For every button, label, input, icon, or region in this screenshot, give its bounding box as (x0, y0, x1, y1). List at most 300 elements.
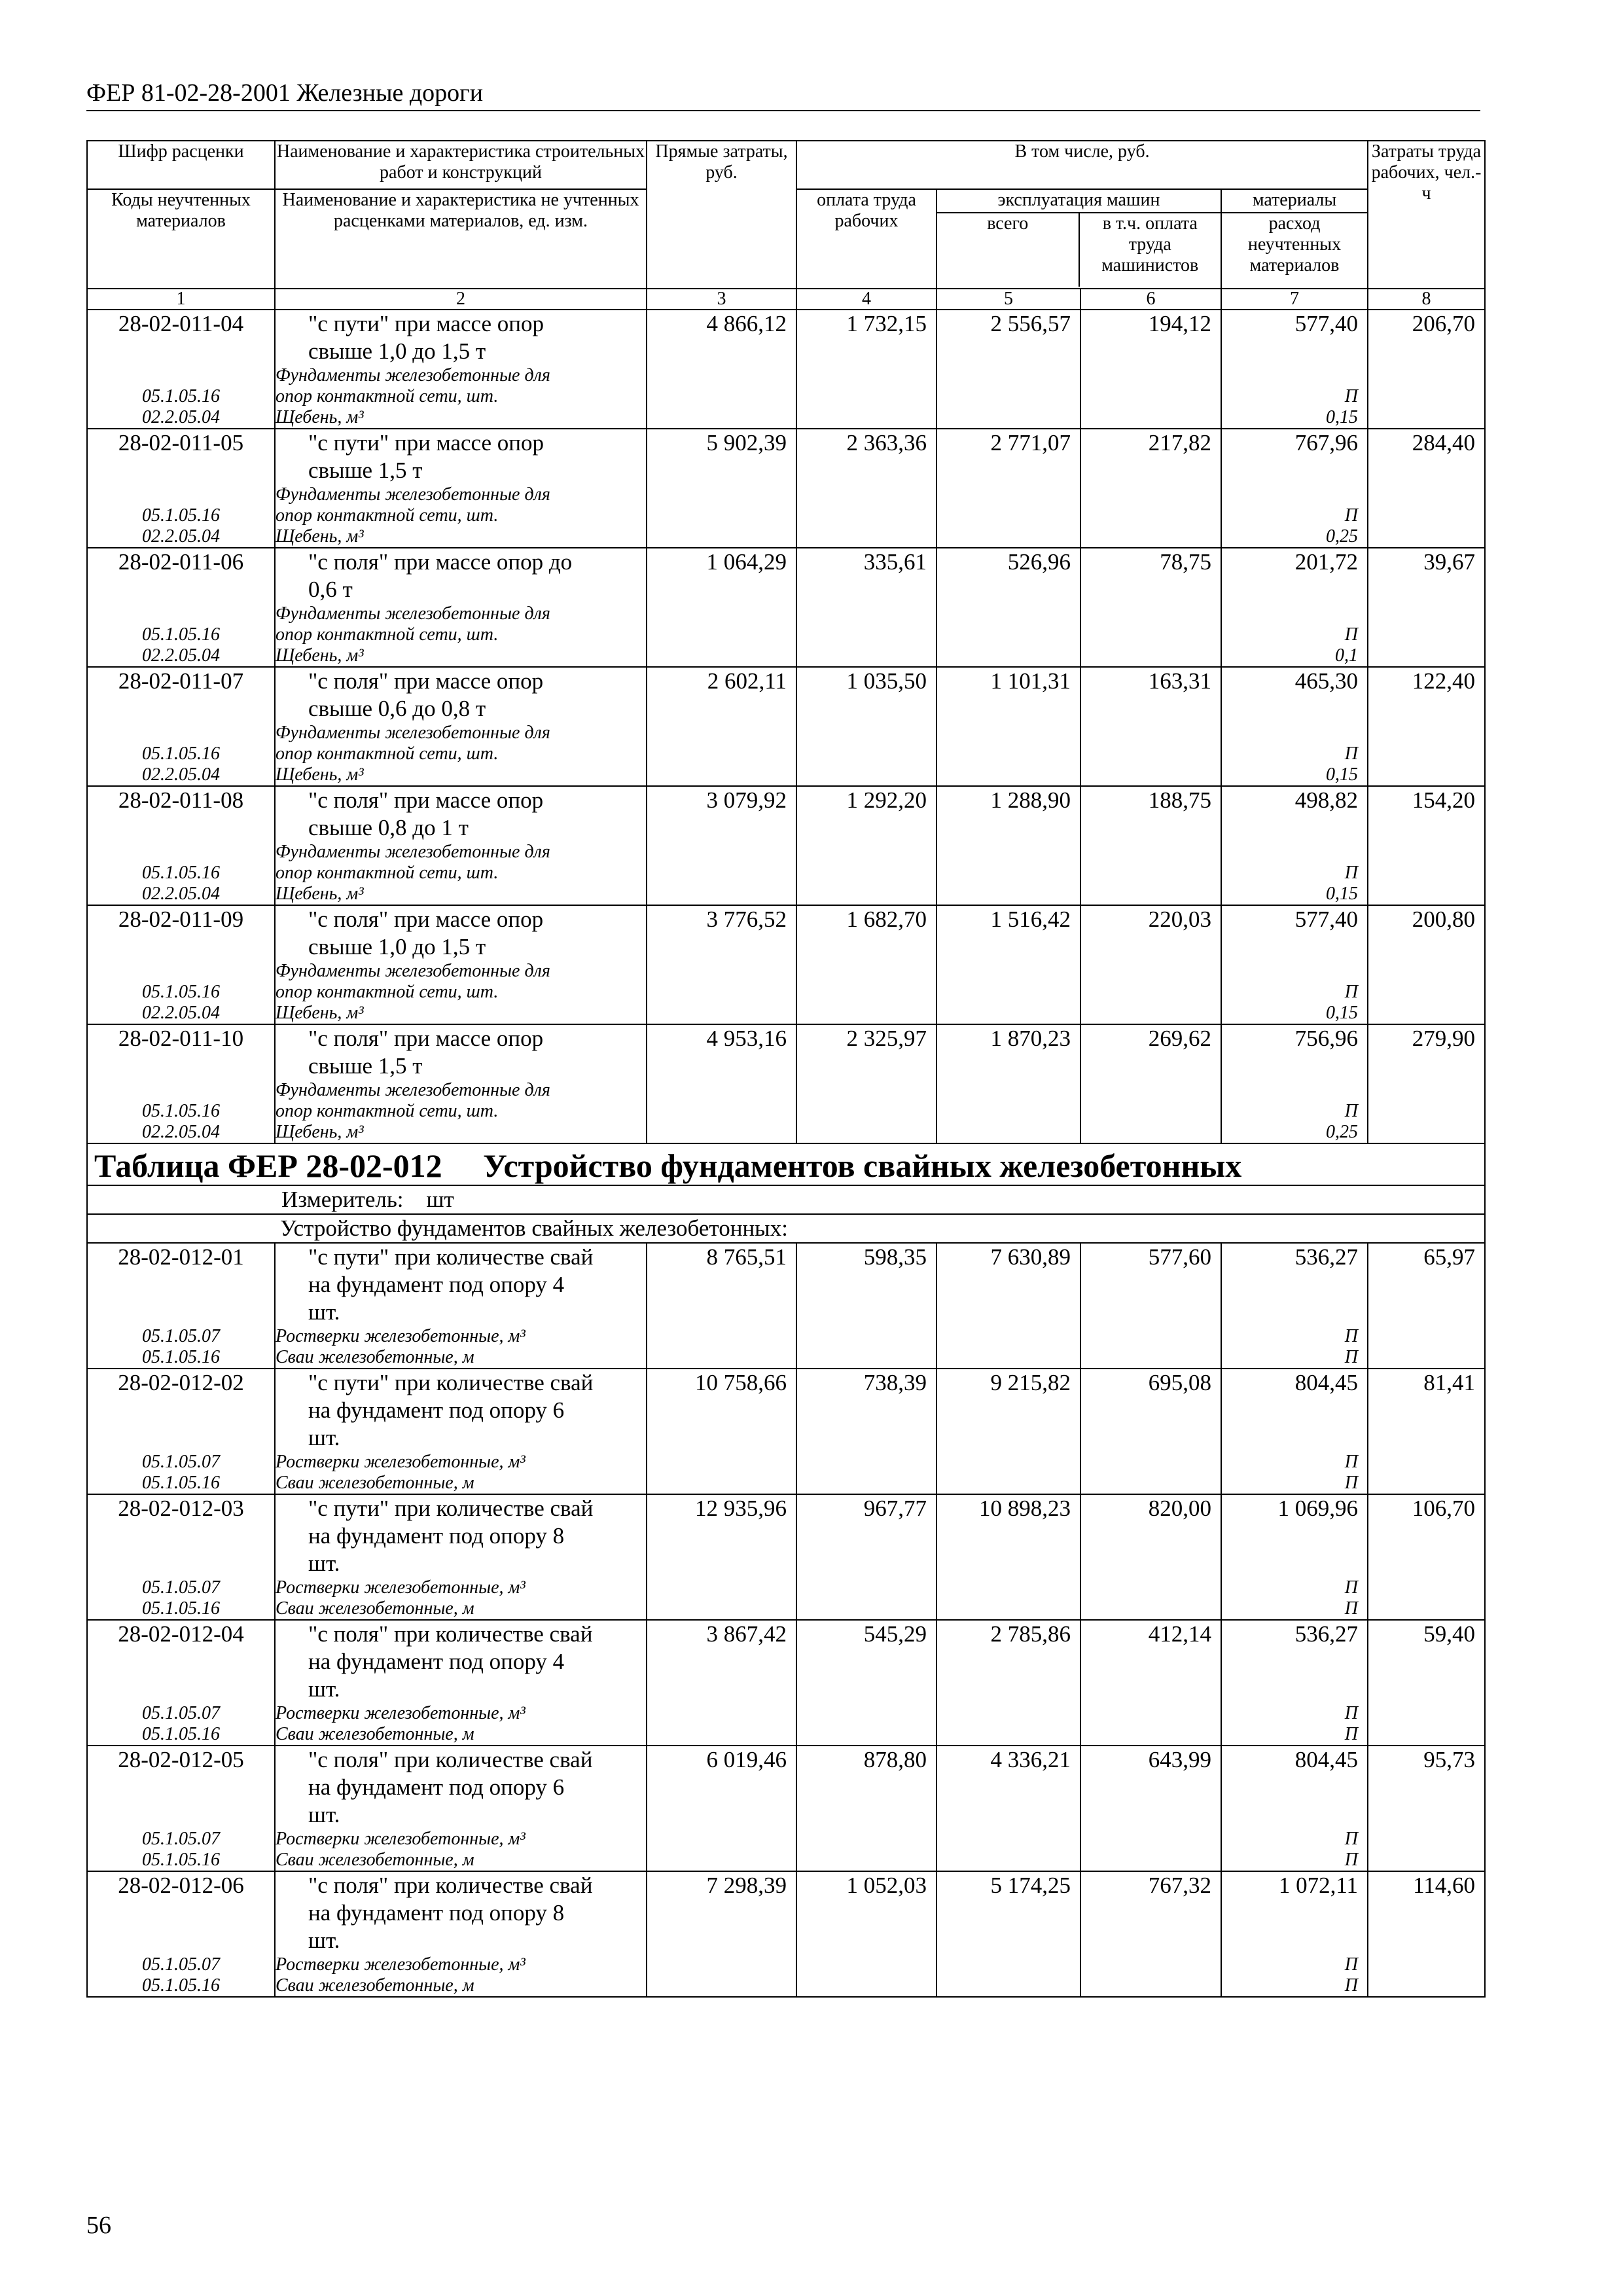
material-quantity: П (1344, 1598, 1359, 1619)
column-numbers-row (87, 289, 1485, 310)
material-name: опор контактной сети, шт. (276, 863, 499, 883)
material-name: Фундаменты железобетонные для (276, 1080, 550, 1100)
rate-code-cell (87, 1369, 275, 1494)
material-code: 05.1.05.16 (142, 386, 220, 406)
header-unaccounted-materials: расход неучтенных материалов (1247, 213, 1342, 276)
column-number: 2 (275, 289, 647, 310)
material-code: 02.2.05.04 (142, 1003, 220, 1023)
materials-value: 465,30 (1294, 668, 1359, 694)
labor-hours (1368, 1024, 1485, 1143)
rate-name-cell (275, 1369, 647, 1494)
labor-hours-value: 39,67 (1423, 549, 1476, 575)
machinist-pay (1080, 1746, 1221, 1871)
material-name: опор контактной сети, шт. (276, 1101, 499, 1121)
rate-name-cell (275, 429, 647, 548)
machines-total-value: 9 215,82 (990, 1370, 1071, 1395)
material-quantity: П (1344, 1452, 1359, 1472)
group-title-spacer (87, 1214, 275, 1243)
material-quantity: 0,25 (1326, 526, 1359, 547)
labor-pay (796, 429, 936, 548)
rate-name-line: шт. (308, 1928, 340, 1953)
materials-cost (1221, 1746, 1368, 1871)
spacer (1222, 1774, 1367, 1801)
labor-pay-value: 1 035,50 (846, 668, 927, 694)
labor-hours-value: 81,41 (1423, 1370, 1476, 1395)
material-name: опор контактной сети, шт. (276, 505, 499, 526)
measure-label: Измеритель: (281, 1187, 404, 1212)
labor-hours (1368, 1369, 1485, 1494)
machines-total-value: 1 870,23 (990, 1026, 1071, 1051)
direct-cost-value: 3 867,42 (706, 1621, 787, 1647)
spacer (88, 1648, 274, 1676)
rate-name-line: "с поля" при количестве свай (308, 1873, 593, 1898)
direct-cost (647, 1369, 796, 1494)
materials-value: 1 069,96 (1277, 1496, 1359, 1521)
materials-value: 1 072,11 (1278, 1873, 1359, 1898)
material-quantity: 0,1 (1335, 645, 1359, 666)
spacer (88, 1801, 274, 1829)
header-material-codes: Коды неучтенных материалов (87, 189, 275, 289)
material-name: Щебень, м³ (276, 884, 364, 904)
spacer (88, 1676, 274, 1703)
direct-cost (647, 786, 796, 905)
machines-total-value: 1 101,31 (990, 668, 1071, 694)
materials-cost (1221, 667, 1368, 786)
material-quantity: П (1344, 624, 1359, 645)
materials-value: 804,45 (1294, 1747, 1359, 1772)
material-name: Щебень, м³ (276, 645, 364, 666)
direct-cost (647, 1871, 796, 1997)
machinist-pay-value: 163,31 (1148, 668, 1211, 694)
machines-total-value: 5 174,25 (990, 1873, 1071, 1898)
header-material-names: Наименование и характеристика не учтенных расценками материалов, ед. изм. (275, 189, 647, 289)
rate-code-cell (87, 429, 275, 548)
spacer (88, 1927, 274, 1954)
header-direct-cost: Прямые затраты, руб. (647, 141, 796, 289)
machines-total (936, 1494, 1080, 1620)
machines-total-value: 4 336,21 (990, 1747, 1071, 1772)
material-code: 05.1.05.07 (142, 1577, 220, 1598)
materials-cost (1221, 1871, 1368, 1997)
machinist-pay (1080, 548, 1221, 667)
rate-code-cell (87, 548, 275, 667)
rate-name-cell (275, 667, 647, 786)
spacer (88, 338, 274, 365)
spacer (88, 484, 274, 505)
material-code: 02.2.05.04 (142, 407, 220, 427)
table-header (87, 141, 1485, 310)
direct-cost-value: 7 298,39 (706, 1873, 787, 1898)
rate-name-line: "с поля" при количестве свай (308, 1621, 593, 1647)
header-labor-hours: Затраты труда рабочих, чел.-ч (1368, 141, 1485, 289)
material-quantity: П (1344, 1954, 1359, 1975)
direct-cost (647, 1024, 796, 1143)
machinist-pay-value: 188,75 (1148, 787, 1211, 813)
material-quantity: П (1344, 1326, 1359, 1346)
materials-cost (1221, 905, 1368, 1024)
machines-total (936, 548, 1080, 667)
material-name: опор контактной сети, шт. (276, 386, 499, 406)
labor-pay (796, 310, 936, 429)
spacer (1222, 1397, 1367, 1424)
header-machines-group (936, 189, 1221, 289)
material-name: Щебень, м³ (276, 1003, 364, 1023)
material-name: Сваи железобетонные, м (276, 1347, 474, 1367)
header-labor-pay: оплата труда рабочих (796, 189, 936, 289)
machinist-pay (1080, 1494, 1221, 1620)
materials-value: 577,40 (1294, 906, 1359, 932)
rate-name-line: "с поля" при массе опор (308, 906, 544, 932)
material-name: опор контактной сети, шт. (276, 624, 499, 645)
labor-pay (796, 1369, 936, 1494)
labor-pay-value: 598,35 (863, 1244, 927, 1270)
machinist-pay (1080, 1620, 1221, 1746)
direct-cost-value: 3 079,92 (706, 787, 787, 813)
material-name: Сваи железобетонные, м (276, 1598, 474, 1619)
labor-pay (796, 548, 936, 667)
material-quantity: П (1344, 1347, 1359, 1367)
material-name: Щебень, м³ (276, 407, 364, 427)
rate-name-line: свыше 1,0 до 1,5 т (308, 934, 486, 960)
section-title: Таблица ФЕР 28-02-012 Устройство фундаментов свайных железобетонных (87, 1143, 1485, 1185)
labor-pay (796, 667, 936, 786)
direct-cost-value: 10 758,66 (695, 1370, 787, 1395)
machines-total-value: 2 771,07 (990, 430, 1071, 456)
spacer (88, 1522, 274, 1550)
material-code: 05.1.05.16 (142, 1101, 220, 1121)
rate-code-cell (87, 1871, 275, 1997)
spacer (88, 1080, 274, 1101)
header-name: Наименование и характеристика строительных работ и конструкций (275, 141, 647, 189)
header-including: В том числе, руб. (796, 141, 1368, 189)
material-quantity: 0,25 (1326, 1122, 1359, 1142)
machinist-pay (1080, 429, 1221, 548)
material-quantity: П (1344, 1577, 1359, 1598)
material-name: Фундаменты железобетонные для (276, 484, 550, 505)
spacer (1222, 1080, 1367, 1101)
rate-code: 28-02-012-04 (118, 1621, 244, 1647)
material-quantity: 0,15 (1326, 764, 1359, 785)
labor-hours-value: 114,60 (1413, 1873, 1476, 1898)
labor-hours (1368, 548, 1485, 667)
labor-hours-value: 95,73 (1423, 1747, 1476, 1772)
material-quantity: П (1344, 386, 1359, 406)
material-quantity: 0,15 (1326, 407, 1359, 427)
spacer (1222, 1424, 1367, 1452)
rate-name-line: шт. (308, 1676, 340, 1702)
labor-hours-value: 106,70 (1412, 1496, 1476, 1521)
rate-name-line: на фундамент под опору 6 (308, 1774, 565, 1800)
material-code: 02.2.05.04 (142, 526, 220, 547)
labor-pay-value: 878,80 (863, 1747, 927, 1772)
column-number: 1 (87, 289, 275, 310)
machines-total (936, 1369, 1080, 1494)
spacer (88, 1774, 274, 1801)
spacer (88, 842, 274, 863)
material-name: Ростверки железобетонные, м³ (276, 1577, 526, 1598)
spacer (1222, 1648, 1367, 1676)
labor-pay-value: 1 292,20 (846, 787, 927, 813)
material-quantity: П (1344, 982, 1359, 1002)
material-name: Фундаменты железобетонные для (276, 603, 550, 624)
spacer (1222, 484, 1367, 505)
direct-cost (647, 429, 796, 548)
rate-code: 28-02-012-03 (118, 1496, 244, 1521)
rate-row (87, 1871, 1485, 1997)
material-name: Фундаменты железобетонные для (276, 723, 550, 743)
labor-hours-value: 284,40 (1412, 430, 1476, 456)
rate-code-cell (87, 1746, 275, 1871)
rate-name-line: свыше 1,5 т (308, 1053, 423, 1079)
rate-row (87, 1620, 1485, 1746)
rate-name-line: на фундамент под опору 4 (308, 1649, 565, 1674)
spacer (88, 1397, 274, 1424)
machines-total-value: 526,96 (1007, 549, 1071, 575)
spacer (1222, 603, 1367, 624)
materials-value: 756,96 (1294, 1026, 1359, 1051)
spacer (1222, 576, 1367, 603)
material-code: 02.2.05.04 (142, 645, 220, 666)
rate-name-line: "с пути" при массе опор (308, 430, 544, 456)
machines-total-value: 1 288,90 (990, 787, 1071, 813)
rate-name-line: свыше 0,6 до 0,8 т (308, 696, 486, 721)
labor-pay (796, 1243, 936, 1369)
rate-name-line: на фундамент под опору 8 (308, 1900, 565, 1926)
machinist-pay-value: 217,82 (1148, 430, 1211, 456)
rate-row (87, 1369, 1485, 1494)
material-name: Щебень, м³ (276, 1122, 364, 1142)
material-name: Сваи железобетонные, м (276, 1975, 474, 1996)
material-quantity: П (1344, 505, 1359, 526)
labor-hours-value: 122,40 (1412, 668, 1476, 694)
material-code: 05.1.05.16 (142, 1975, 220, 1996)
spacer (1222, 1801, 1367, 1829)
material-code: 05.1.05.16 (142, 1598, 220, 1619)
material-quantity: П (1344, 1724, 1359, 1744)
material-quantity: 0,15 (1326, 884, 1359, 904)
rate-name-cell (275, 1243, 647, 1369)
machines-total-value: 1 516,42 (990, 906, 1071, 932)
spacer (88, 365, 274, 386)
rate-code: 28-02-012-02 (118, 1370, 244, 1395)
spacer (1222, 961, 1367, 982)
labor-pay (796, 1494, 936, 1620)
labor-hours (1368, 1746, 1485, 1871)
materials-cost (1221, 1024, 1368, 1143)
materials-cost (1221, 1494, 1368, 1620)
labor-hours-value: 59,40 (1423, 1621, 1476, 1647)
labor-pay (796, 1024, 936, 1143)
direct-cost-value: 8 765,51 (706, 1244, 787, 1270)
labor-pay (796, 1620, 936, 1746)
labor-pay-value: 1 682,70 (846, 906, 927, 932)
spacer (1222, 1927, 1367, 1954)
machinist-pay (1080, 1024, 1221, 1143)
material-code: 05.1.05.16 (142, 1347, 220, 1367)
spacer (1222, 1052, 1367, 1080)
labor-pay (796, 1746, 936, 1871)
spacer (88, 1899, 274, 1927)
rate-name-line: свыше 1,0 до 1,5 т (308, 338, 486, 364)
labor-hours (1368, 667, 1485, 786)
section-012-header (87, 1143, 1485, 1243)
rate-name-cell (275, 905, 647, 1024)
labor-hours (1368, 429, 1485, 548)
materials-value: 536,27 (1294, 1621, 1359, 1647)
material-code: 02.2.05.04 (142, 1122, 220, 1142)
rate-row (87, 786, 1485, 905)
column-number: 4 (796, 289, 936, 310)
group-title: Устройство фундаментов свайных железобетонных: (275, 1214, 1485, 1243)
machinist-pay (1080, 310, 1221, 429)
machinist-pay-value: 695,08 (1148, 1370, 1211, 1395)
column-number: 3 (647, 289, 796, 310)
rate-name-line: "с пути" при количестве свай (308, 1370, 594, 1395)
machines-total (936, 905, 1080, 1024)
measure-row (87, 1185, 1485, 1214)
rate-code-cell (87, 310, 275, 429)
material-quantity: П (1344, 863, 1359, 883)
spacer (1222, 1676, 1367, 1703)
labor-hours-value: 65,97 (1423, 1244, 1476, 1270)
rate-code: 28-02-012-05 (118, 1747, 244, 1772)
labor-pay-value: 1 052,03 (846, 1873, 927, 1898)
spacer (1222, 1550, 1367, 1577)
rate-name-line: на фундамент под опору 8 (308, 1523, 565, 1549)
material-code: 05.1.05.07 (142, 1829, 220, 1849)
spacer (88, 1550, 274, 1577)
labor-hours (1368, 786, 1485, 905)
machines-total-value: 10 898,23 (979, 1496, 1071, 1521)
material-name: Щебень, м³ (276, 526, 364, 547)
rate-name-cell (275, 1494, 647, 1620)
labor-hours (1368, 1243, 1485, 1369)
direct-cost-value: 4 866,12 (706, 311, 787, 336)
materials-value: 804,45 (1294, 1370, 1359, 1395)
direct-cost-value: 4 953,16 (706, 1026, 787, 1051)
measure-unit: шт (426, 1187, 454, 1212)
material-quantity: П (1344, 1473, 1359, 1493)
column-number: 8 (1368, 289, 1485, 310)
materials-value: 498,82 (1294, 787, 1359, 813)
material-name: Ростверки железобетонные, м³ (276, 1326, 526, 1346)
material-quantity: П (1344, 1850, 1359, 1870)
rate-code-cell (87, 1620, 275, 1746)
header-machinist-pay: в т.ч. оплата труда машинистов (1101, 213, 1199, 276)
rate-code: 28-02-011-04 (118, 311, 244, 336)
material-name: Фундаменты железобетонные для (276, 365, 550, 386)
spacer (88, 603, 274, 624)
header-materials: материалы (1222, 190, 1367, 213)
rate-name-cell (275, 1620, 647, 1746)
machinist-pay (1080, 1243, 1221, 1369)
rate-row (87, 429, 1485, 548)
spacer (88, 1299, 274, 1326)
machinist-pay-value: 767,32 (1148, 1873, 1211, 1898)
machinist-pay-value: 78,75 (1160, 549, 1211, 575)
machinist-pay-value: 269,62 (1148, 1026, 1211, 1051)
table-body-012 (87, 1243, 1485, 1997)
material-name: Ростверки железобетонные, м³ (276, 1829, 526, 1849)
spacer (88, 457, 274, 484)
machines-total-value: 2 556,57 (990, 311, 1071, 336)
spacer (88, 933, 274, 961)
spacer (1222, 814, 1367, 842)
material-code: 05.1.05.16 (142, 505, 220, 526)
rate-name-cell (275, 1871, 647, 1997)
direct-cost (647, 548, 796, 667)
machinist-pay-value: 194,12 (1148, 311, 1211, 336)
rate-code: 28-02-011-06 (118, 549, 244, 575)
direct-cost-value: 1 064,29 (706, 549, 787, 575)
rate-name-line: 0,6 т (308, 577, 353, 602)
rate-name-line: "с поля" при массе опор (308, 1026, 544, 1051)
spacer (88, 1424, 274, 1452)
rate-code: 28-02-012-06 (118, 1873, 244, 1898)
labor-hours-value: 200,80 (1412, 906, 1476, 932)
rate-name-line: "с поля" при количестве свай (308, 1747, 593, 1772)
rate-name-line: шт. (308, 1802, 340, 1827)
rate-name-cell (275, 548, 647, 667)
rate-name-line: шт. (308, 1299, 340, 1325)
labor-pay-value: 335,61 (863, 549, 927, 575)
materials-value: 536,27 (1294, 1244, 1359, 1270)
labor-pay-value: 545,29 (863, 1621, 927, 1647)
material-code: 05.1.05.16 (142, 744, 220, 764)
machinist-pay (1080, 1369, 1221, 1494)
material-name: Ростверки железобетонные, м³ (276, 1452, 526, 1472)
page-number: 56 (86, 2212, 111, 2239)
machinist-pay (1080, 786, 1221, 905)
labor-pay-value: 2 363,36 (846, 430, 927, 456)
rate-code-cell (87, 786, 275, 905)
direct-cost (647, 905, 796, 1024)
spacer (1222, 338, 1367, 365)
rate-name-cell (275, 786, 647, 905)
labor-pay (796, 905, 936, 1024)
material-name: Сваи железобетонные, м (276, 1850, 474, 1870)
direct-cost (647, 1494, 796, 1620)
material-quantity: П (1344, 1703, 1359, 1723)
rate-name-line: "с пути" при количестве свай (308, 1496, 594, 1521)
material-code: 05.1.05.16 (142, 863, 220, 883)
machines-total-value: 2 785,86 (990, 1621, 1071, 1647)
materials-cost (1221, 548, 1368, 667)
labor-pay-value: 1 732,15 (846, 311, 927, 336)
material-code: 02.2.05.04 (142, 764, 220, 785)
rates-table (86, 140, 1486, 1998)
materials-cost (1221, 310, 1368, 429)
rate-name-line: "с поля" при массе опор до (308, 549, 573, 575)
material-code: 02.2.05.04 (142, 884, 220, 904)
labor-pay-value: 2 325,97 (846, 1026, 927, 1051)
material-code: 05.1.05.16 (142, 1473, 220, 1493)
machinist-pay (1080, 1871, 1221, 1997)
column-number: 7 (1221, 289, 1368, 310)
machinist-pay-value: 643,99 (1148, 1747, 1211, 1772)
material-quantity: 0,15 (1326, 1003, 1359, 1023)
rate-row (87, 310, 1485, 429)
labor-hours-value: 279,90 (1412, 1026, 1476, 1051)
material-code: 05.1.05.16 (142, 1724, 220, 1744)
material-name: Сваи железобетонные, м (276, 1473, 474, 1493)
material-quantity: П (1344, 1829, 1359, 1849)
machines-total-value: 7 630,89 (990, 1244, 1071, 1270)
rate-name-cell (275, 310, 647, 429)
spacer (1222, 695, 1367, 723)
machinist-pay (1080, 905, 1221, 1024)
material-code: 05.1.05.16 (142, 982, 220, 1002)
